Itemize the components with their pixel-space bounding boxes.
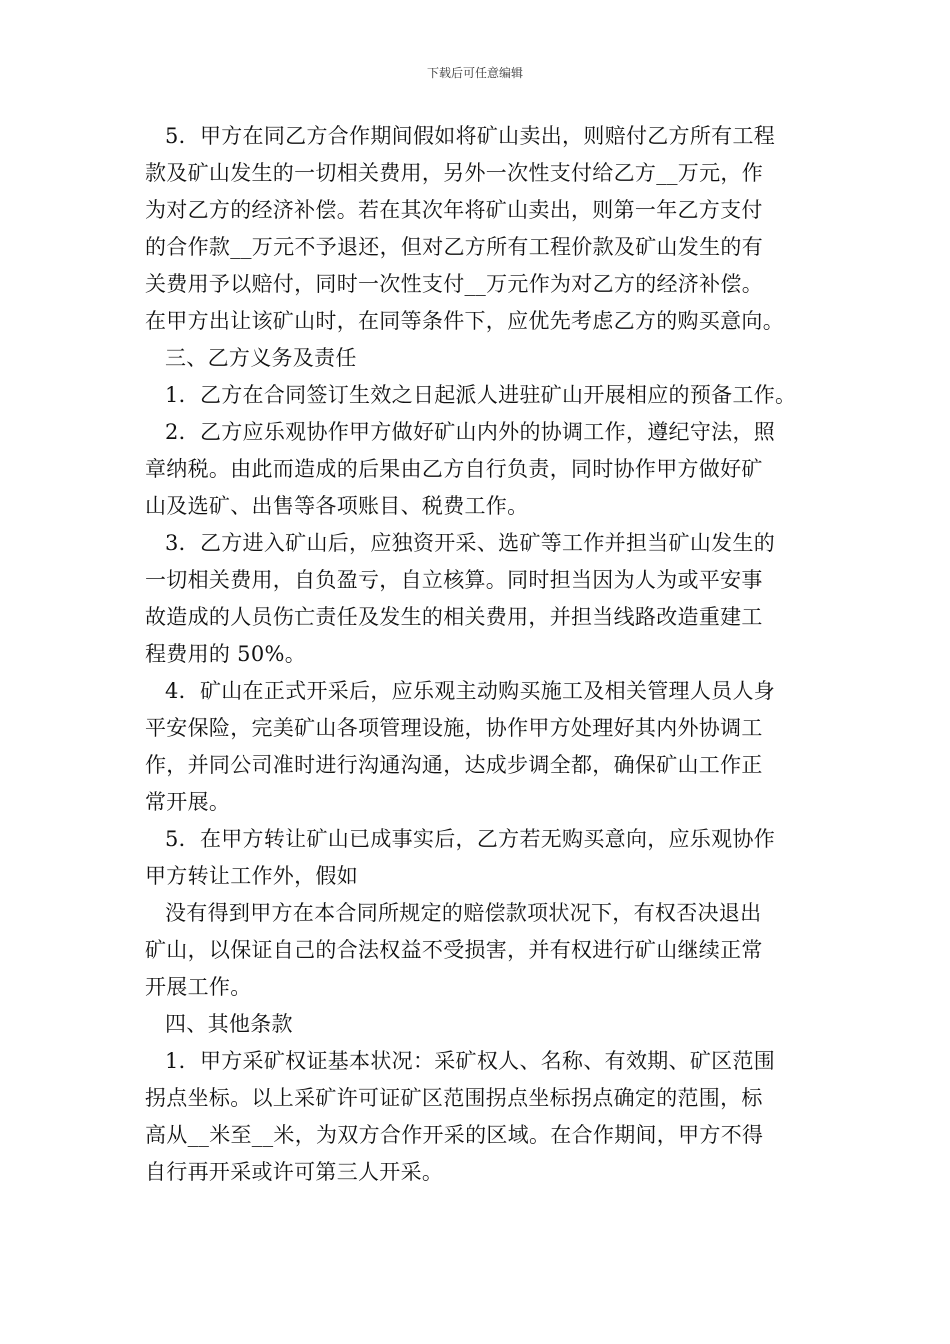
paragraph-line: 高从__米至__米，为双方合作开采的区域。在合作期间，甲方不得 [145, 1123, 764, 1147]
section-heading: 四、其他条款 [165, 1012, 293, 1036]
section-heading: 三、乙方义务及责任 [165, 346, 357, 370]
page-header: 下载后可任意编辑 [426, 66, 523, 80]
paragraph-line: 甲方转让工作外，假如 [145, 864, 358, 888]
paragraph-line: 章纳税。由此而造成的后果由乙方自行负责，同时协作甲方做好矿 [145, 457, 763, 481]
paragraph-line: 自行再开采或许可第三人开采。 [145, 1160, 444, 1184]
paragraph-line: 没有得到甲方在本合同所规定的赔偿款项状况下，有权否决退出 [165, 901, 762, 925]
paragraph-line: 常开展。 [145, 790, 231, 814]
paragraph-line: 程费用的 50%。 [145, 642, 307, 666]
paragraph-line: 2．乙方应乐观协作甲方做好矿山内外的协调工作，遵纪守法，照 [165, 420, 776, 444]
paragraph-line: 款及矿山发生的一切相关费用，另外一次性支付给乙方__万元，作 [145, 161, 763, 185]
paragraph-line: 矿山，以保证自己的合法权益不受损害，并有权进行矿山继续正常 [145, 938, 763, 962]
paragraph-line: 的合作款__万元不予退还，但对乙方所有工程价款及矿山发生的有 [145, 235, 763, 259]
paragraph-line: 关费用予以赔付，同时一次性支付__万元作为对乙方的经济补偿。 [145, 272, 763, 296]
paragraph-line: 作，并同公司准时进行沟通沟通，达成步调全都，确保矿山工作正 [145, 753, 763, 777]
document-body [145, 118, 815, 1191]
paragraph-line: 为对乙方的经济补偿。若在其次年将矿山卖出，则第一年乙方支付 [145, 198, 763, 222]
paragraph-line: 拐点坐标。以上采矿许可证矿区范围拐点坐标拐点确定的范围，标 [145, 1086, 763, 1110]
paragraph-line: 5．甲方在同乙方合作期间假如将矿山卖出，则赔付乙方所有工程 [165, 124, 776, 148]
paragraph-line: 故造成的人员伤亡责任及发生的相关费用，并担当线路改造重建工 [145, 605, 763, 629]
paragraph-line: 1．甲方采矿权证基本状况：采矿权人、名称、有效期、矿区范围 [165, 1049, 776, 1073]
paragraph-line: 5．在甲方转让矿山已成事实后，乙方若无购买意向，应乐观协作 [165, 827, 776, 851]
paragraph-line: 平安保险，完美矿山各项管理设施，协作甲方处理好其内外协调工 [145, 716, 763, 740]
paragraph-line: 一切相关费用，自负盈亏，自立核算。同时担当因为人为或平安事 [145, 568, 763, 592]
paragraph-line: 4．矿山在正式开采后，应乐观主动购买施工及相关管理人员人身 [165, 679, 776, 703]
paragraph-line: 山及选矿、出售等各项账目、税费工作。 [145, 494, 529, 518]
paragraph-line: 1．乙方在合同签订生效之日起派人进驻矿山开展相应的预备工作。 [165, 383, 797, 407]
paragraph-line: 3．乙方进入矿山后，应独资开采、选矿等工作并担当矿山发生的 [165, 531, 776, 555]
paragraph-line: 在甲方出让该矿山时，在同等条件下，应优先考虑乙方的购买意向。 [145, 309, 784, 333]
paragraph-line: 开展工作。 [145, 975, 252, 999]
